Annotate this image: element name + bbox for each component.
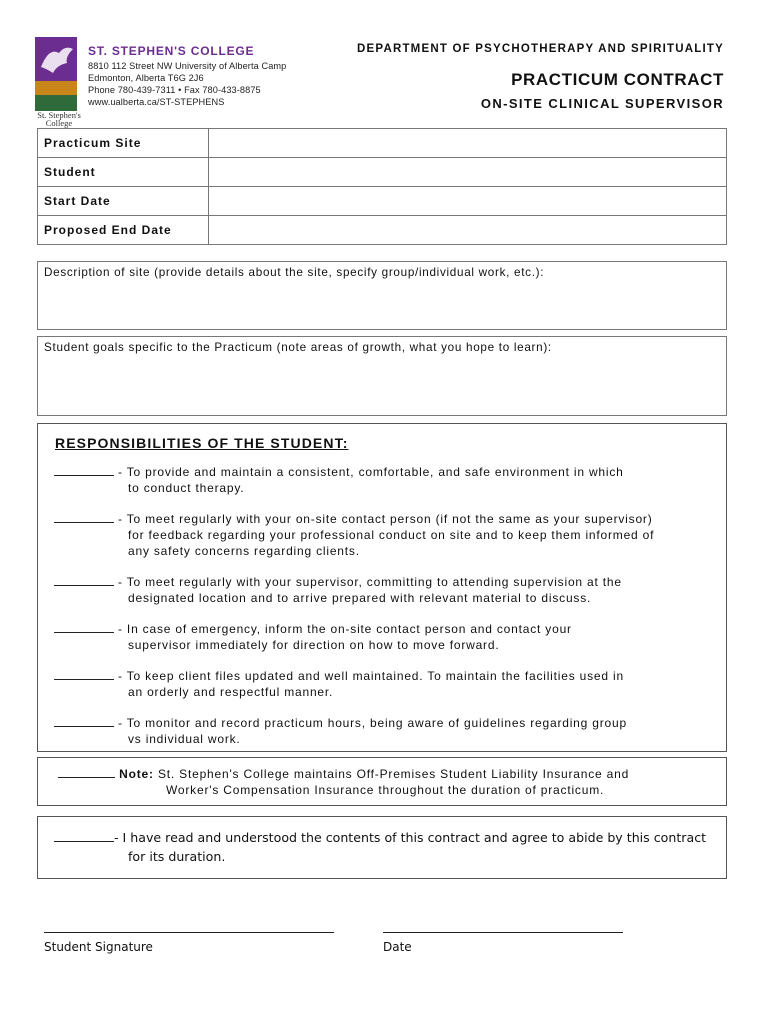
department-heading: DEPARTMENT OF PSYCHOTHERAPY AND SPIRITUALITY — [357, 43, 724, 55]
list-item: - To meet regularly with your on-site contact person (if not the same as your supervisor) for feedback regarding your professional conduct on site and to keep them informed of any safety concerns regarding clients. — [54, 511, 714, 527]
table-row — [38, 187, 727, 216]
initial-blank[interactable] — [54, 668, 114, 680]
student-goals-field[interactable] — [37, 336, 727, 416]
start-date-label: Start Date — [38, 187, 209, 216]
site-description-label: Description of site (provide details about the site, specify group/individual work, etc.): — [44, 266, 545, 279]
student-signature-label: Student Signature — [44, 940, 153, 954]
student-field[interactable] — [209, 158, 727, 187]
student-goals-label: Student goals specific to the Practicum (note areas of growth, what you hope to learn): — [44, 341, 552, 354]
responsibilities-heading: RESPONSIBILITIES OF THE STUDENT: — [55, 435, 349, 451]
initial-blank[interactable] — [54, 621, 114, 633]
start-date-field[interactable] — [209, 187, 727, 216]
website-link[interactable]: www.ualberta.ca/ST-STEPHENS — [88, 97, 225, 107]
end-date-label: Proposed End Date — [38, 216, 209, 245]
agreement-text: - I have read and understood the contents of this contract and agree to abide by this contract for its duration. — [54, 828, 714, 866]
list-item: - To provide and maintain a consistent, comfortable, and safe environment in which to conduct therapy. — [54, 464, 714, 480]
student-signature-line[interactable] — [44, 932, 334, 933]
address-line: Edmonton, Alberta T6G 2J6 — [88, 73, 204, 83]
table-row — [38, 129, 727, 158]
contact-phone-fax: Phone 780-439-7311 • Fax 780-433-8875 — [88, 85, 261, 95]
practicum-info-table — [37, 128, 727, 245]
agreement-section — [37, 816, 727, 879]
initial-blank[interactable] — [54, 715, 114, 727]
list-item: - In case of emergency, inform the on-site contact person and contact your supervisor immediately for direction on how to move forward. — [54, 621, 714, 637]
date-line[interactable] — [383, 932, 623, 933]
initial-blank[interactable] — [54, 574, 114, 586]
table-row — [38, 216, 727, 245]
college-logo — [35, 37, 77, 111]
student-label: Student — [38, 158, 209, 187]
list-item: - To keep client files updated and well maintained. To maintain the facilities used in an orderly and respectful manner. — [54, 668, 714, 684]
initial-blank[interactable] — [54, 464, 114, 476]
list-item: - To monitor and record practicum hours, being aware of guidelines regarding group vs individual work. — [54, 715, 714, 731]
site-description-field[interactable] — [37, 261, 727, 330]
college-name: ST. STEPHEN'S COLLEGE — [88, 44, 255, 58]
insurance-note — [58, 766, 718, 798]
initial-blank[interactable] — [58, 766, 115, 778]
initial-blank[interactable] — [54, 830, 114, 842]
address-line: 8810 112 Street NW University of Alberta Camp — [88, 61, 287, 71]
document-subtitle: ON-SITE CLINICAL SUPERVISOR — [480, 96, 724, 111]
note-line: Worker's Compensation Insurance throughout the duration of practicum. — [166, 783, 605, 797]
end-date-field[interactable] — [209, 216, 727, 245]
date-label: Date — [383, 940, 412, 954]
document-title: PRACTICUM CONTRACT — [511, 70, 724, 89]
note-line: St. Stephen's College maintains Off-Premises Student Liability Insurance and — [157, 767, 630, 781]
list-item: - To meet regularly with your supervisor, committing to attending supervision at the designated location and to arrive prepared with relevant material to discuss. — [54, 574, 714, 590]
initial-blank[interactable] — [54, 511, 114, 523]
logo-caption: St. Stephen's College — [37, 110, 81, 128]
insurance-note-section — [37, 757, 727, 806]
responsibilities-section — [37, 423, 727, 752]
practicum-site-label: Practicum Site — [38, 129, 209, 158]
note-label: Note: — [119, 767, 154, 781]
table-row — [38, 158, 727, 187]
practicum-site-field[interactable] — [209, 129, 727, 158]
